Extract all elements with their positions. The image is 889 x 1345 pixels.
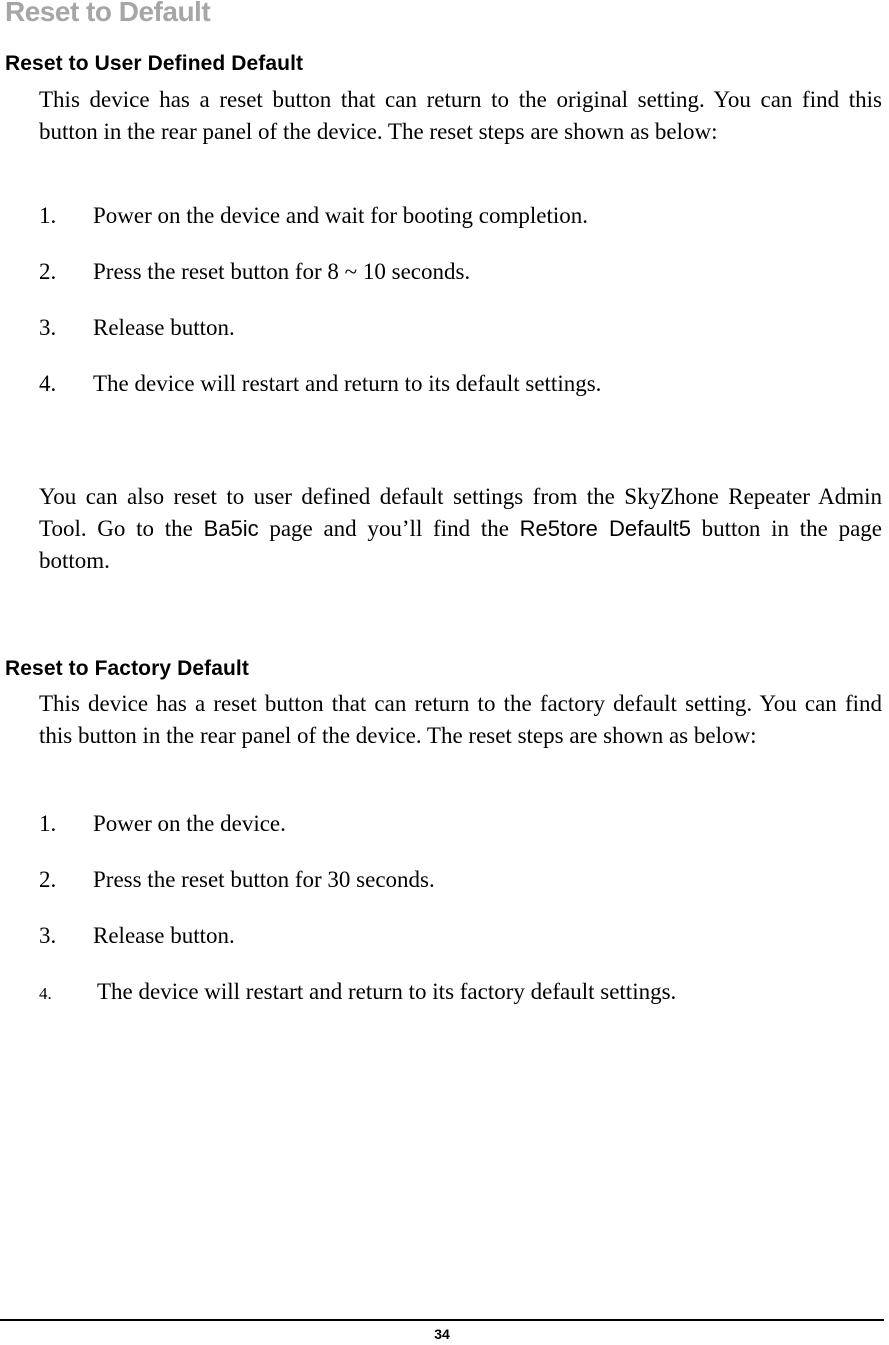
factory-step-2 bbox=[39, 864, 435, 896]
section-heading-factory: Reset to Factory Default bbox=[5, 657, 249, 680]
restore-defaults-reference: Re5tore Default5 bbox=[519, 516, 691, 541]
user-defined-intro: This device has a reset button that can return to the original setting. You can find this button in the rear panel of the device. The reset steps are shown as below: bbox=[39, 87, 882, 144]
step-number: 1. bbox=[39, 811, 57, 836]
step-text: Press the reset button for 30 seconds. bbox=[93, 867, 435, 892]
factory-step-1 bbox=[39, 808, 286, 840]
step-text: The device will restart and return to its factory default settings. bbox=[97, 979, 677, 1004]
step-text: Power on the device. bbox=[93, 811, 286, 836]
step-number: 3. bbox=[39, 923, 57, 948]
user-step-1 bbox=[39, 200, 588, 232]
admin-tool-text-2: page and you’ll find the bbox=[258, 516, 520, 541]
step-number: 3. bbox=[39, 315, 57, 340]
factory-step-4 bbox=[39, 976, 676, 1010]
admin-tool-text-1: You can also reset to user defined default settings from the SkyZhone Repeater Admin Tool. Go to the bbox=[39, 484, 882, 541]
step-text: Power on the device and wait for booting completion. bbox=[93, 203, 589, 228]
admin-tool-paragraph bbox=[39, 481, 882, 577]
factory-step-3 bbox=[39, 920, 235, 952]
user-step-3 bbox=[39, 312, 235, 344]
step-number: 1. bbox=[39, 203, 57, 228]
step-number: 4. bbox=[39, 371, 57, 396]
step-number: 4. bbox=[39, 984, 52, 1003]
admin-tool-text-3: button in the page bottom. bbox=[39, 516, 882, 573]
user-step-4 bbox=[39, 368, 601, 400]
page-number: 34 bbox=[434, 1326, 450, 1342]
user-step-2 bbox=[39, 256, 470, 288]
basic-page-reference: Ba5ic bbox=[203, 516, 259, 541]
step-number: 2. bbox=[39, 867, 57, 892]
footer-divider bbox=[0, 1319, 884, 1321]
factory-intro: This device has a reset button that can return to the factory default setting. You can find this button in the rear panel of the device. The reset steps are shown as below: bbox=[39, 691, 882, 748]
step-text: The device will restart and return to its default settings. bbox=[93, 371, 602, 396]
page-title: Reset to Default bbox=[5, 0, 211, 27]
section-heading-user-defined: Reset to User Defined Default bbox=[5, 52, 304, 75]
step-text: Press the reset button for 8 ~ 10 seconds. bbox=[93, 259, 471, 284]
step-text: Release button. bbox=[93, 315, 235, 340]
step-text: Release button. bbox=[93, 923, 235, 948]
step-number: 2. bbox=[39, 259, 57, 284]
